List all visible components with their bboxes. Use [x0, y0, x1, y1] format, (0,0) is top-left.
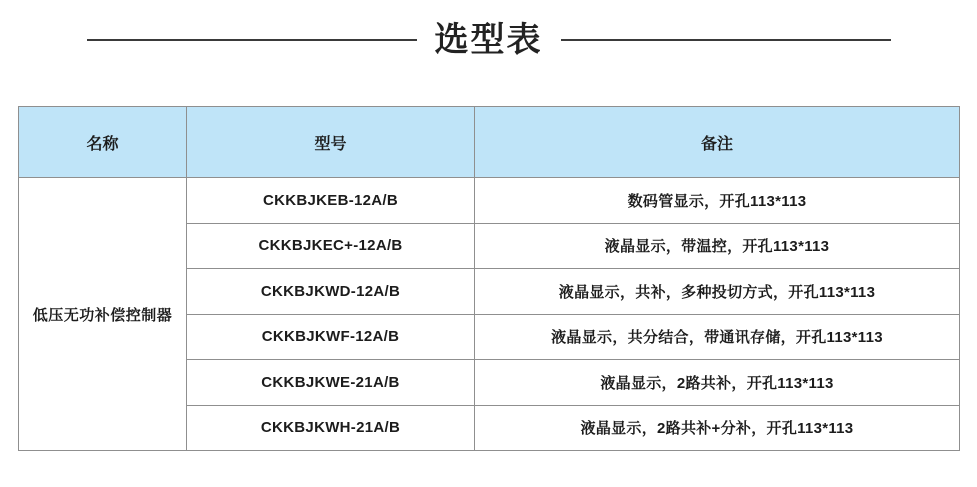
page-title-row [0, 0, 977, 62]
product-name-cell: 低压无功补偿控制器 [19, 178, 187, 451]
column-header-model: 型号 [187, 107, 475, 178]
remark-cell: 液晶显示，共分结合，带通讯存储，开孔113*113 [475, 314, 960, 360]
spec-table [18, 106, 960, 451]
column-header-name: 名称 [19, 107, 187, 178]
spec-table-container [18, 106, 959, 451]
model-cell: CKKBJKEB-12A/B [187, 178, 475, 224]
column-header-remark: 备注 [475, 107, 960, 178]
remark-cell: 液晶显示，带温控，开孔113*113 [475, 223, 960, 269]
table-header [19, 107, 960, 178]
remark-cell: 液晶显示，2路共补，开孔113*113 [475, 360, 960, 406]
model-cell: CKKBJKEC+-12A/B [187, 223, 475, 269]
model-cell: CKKBJKWD-12A/B [187, 269, 475, 315]
model-cell: CKKBJKWE-21A/B [187, 360, 475, 406]
title-rule-right [561, 39, 891, 41]
page-title: 选型表 [434, 21, 543, 59]
remark-cell: 数码管显示，开孔113*113 [475, 178, 960, 224]
table-row [19, 178, 960, 224]
table-body [19, 178, 960, 451]
model-cell: CKKBJKWH-21A/B [187, 405, 475, 451]
table-header-row [19, 107, 960, 178]
remark-cell: 液晶显示，共补，多种投切方式，开孔113*113 [475, 269, 960, 315]
remark-cell: 液晶显示，2路共补+分补，开孔113*113 [475, 405, 960, 451]
title-rule-left [87, 39, 417, 41]
model-cell: CKKBJKWF-12A/B [187, 314, 475, 360]
